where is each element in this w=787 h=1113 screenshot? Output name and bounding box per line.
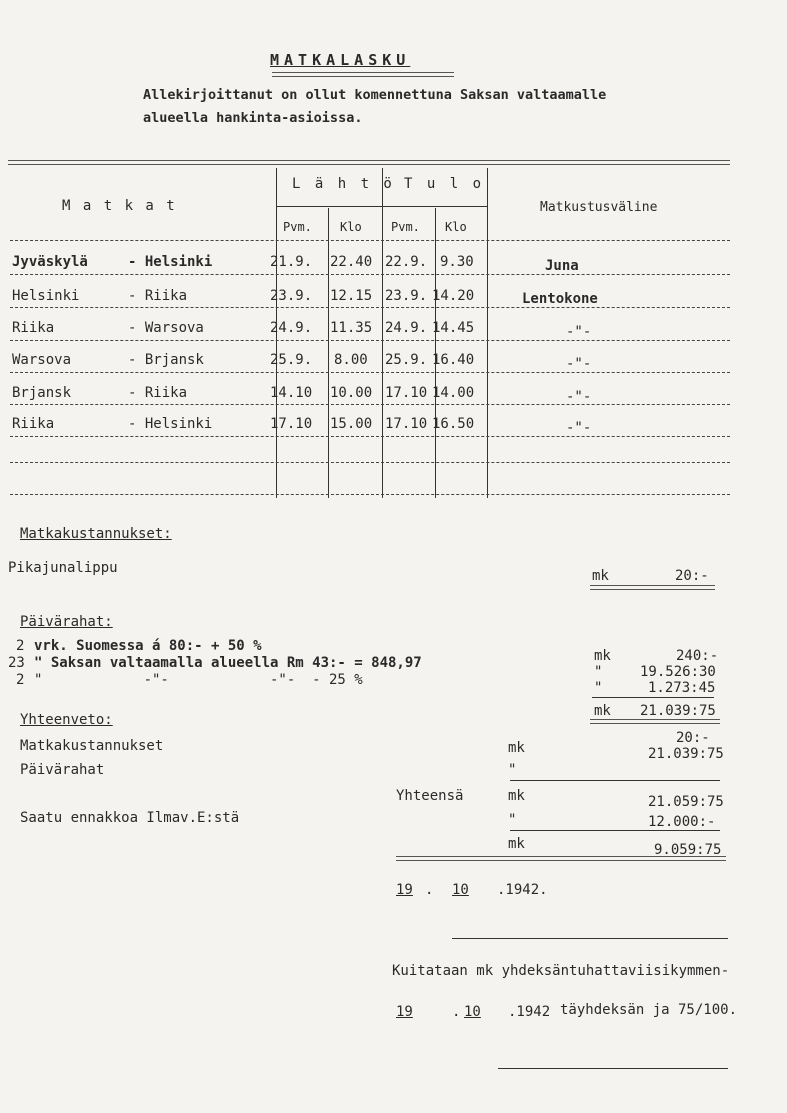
- row-lahto-pvm: 17.10: [270, 416, 313, 432]
- allowance-subtotal-rule: [592, 697, 714, 698]
- row-rule: [10, 372, 730, 373]
- row-lahto-pvm: 21.9.: [270, 254, 313, 270]
- allowance-total-amount: 21.039:75: [640, 703, 716, 719]
- allowance-heading: Päivärahat:: [20, 614, 113, 630]
- allowance-l3-text: " -"- -"- - 25 %: [34, 672, 363, 688]
- row-valine: -"-: [566, 420, 592, 436]
- row-from: Warsova: [12, 352, 72, 368]
- table-vline-5: [487, 168, 488, 498]
- row-rule: [10, 274, 730, 275]
- row-tulo-pvm: 23.9.: [385, 288, 428, 304]
- receipt-line-2: täyhdeksän ja 75/100.: [560, 1002, 738, 1018]
- allowance-l2-amount: 19.526:30: [640, 664, 716, 680]
- summary-advance-rule: [510, 830, 720, 831]
- header-tulo-pvm: Pvm.: [391, 220, 420, 234]
- footer-date2-sep: .: [452, 1004, 461, 1020]
- allowance-l2-mk: ": [594, 664, 603, 680]
- row-to: - Helsinki: [128, 254, 213, 270]
- allowance-double-underline: [590, 719, 720, 724]
- footer-date2-day: 19: [396, 1004, 413, 1020]
- allowance-l3-days: 2: [16, 672, 25, 688]
- document-title: MATKALASKU: [270, 51, 411, 69]
- row-lahto-klo: 11.35: [330, 320, 373, 336]
- summary-costs-label: Matkakustannukset: [20, 738, 164, 754]
- row-valine: -"-: [566, 356, 592, 372]
- footer-date1-day: 19: [396, 882, 413, 898]
- header-tulo: T u l o: [404, 176, 485, 192]
- summary-costs-amount: 20:-: [676, 730, 710, 746]
- summary-advance-amount: 12.000:-: [648, 814, 716, 830]
- header-lahto-klo: Klo: [340, 220, 362, 234]
- allowance-l3-mk: ": [594, 680, 603, 696]
- summary-advance-mk: ": [508, 812, 517, 828]
- intro-line-2: alueella hankinta-asioissa.: [143, 110, 363, 126]
- row-tulo-pvm: 17.10: [385, 416, 428, 432]
- costs-item-label: Pikajunalippu: [8, 560, 118, 576]
- row-to: - Riika: [128, 288, 188, 304]
- summary-heading: Yhteenveto:: [20, 712, 113, 728]
- footer-date2-month: 10: [464, 1004, 481, 1020]
- table-subheader-rule: [276, 206, 487, 207]
- summary-total-label: Yhteensä: [396, 788, 464, 804]
- row-to: - Brjansk: [128, 352, 204, 368]
- row-tulo-klo: 14.00: [432, 385, 475, 401]
- summary-advance-label: Saatu ennakkoa Ilmav.E:stä: [20, 810, 240, 826]
- summary-net-mk: mk: [508, 836, 525, 852]
- row-valine: -"-: [566, 389, 592, 405]
- row-lahto-pvm: 24.9.: [270, 320, 313, 336]
- allowance-l1-text: vrk. Suomessa á 80:- + 50 %: [34, 638, 262, 654]
- summary-allowance-label: Päivärahat: [20, 762, 105, 778]
- row-from: Jyväskylä: [12, 254, 88, 270]
- allowance-l1-mk: mk: [594, 648, 611, 664]
- summary-costs-mk: mk: [508, 740, 525, 756]
- row-tulo-klo: 14.45: [432, 320, 475, 336]
- summary-allowance-amount: 21.039:75: [648, 746, 724, 762]
- row-tulo-pvm: 17.10: [385, 385, 428, 401]
- costs-heading: Matkakustannukset:: [20, 526, 172, 542]
- row-valine: Juna: [545, 258, 579, 274]
- row-tulo-pvm: 22.9.: [385, 254, 428, 270]
- footer-date1-sep: .: [425, 882, 434, 898]
- row-lahto-klo: 15.00: [330, 416, 373, 432]
- row-rule: [10, 404, 730, 405]
- row-lahto-klo: 12.15: [330, 288, 373, 304]
- costs-item-mk: mk: [592, 568, 609, 584]
- row-from: Riika: [12, 416, 55, 432]
- footer-date1-year: .1942.: [497, 882, 548, 898]
- signature-line-1: [452, 938, 728, 939]
- footer-date2-year: .1942: [508, 1004, 551, 1020]
- row-rule: [10, 340, 730, 341]
- row-tulo-pvm: 25.9.: [385, 352, 428, 368]
- row-from: Helsinki: [12, 288, 80, 304]
- allowance-l2-text: " Saksan valtaamalla alueella Rm 43:- = 848,97: [34, 655, 422, 671]
- row-valine: -"-: [566, 324, 592, 340]
- summary-total-mk: mk: [508, 788, 525, 804]
- row-lahto-klo: 8.00: [334, 352, 368, 368]
- summary-total-amount: 21.059:75: [648, 794, 724, 810]
- allowance-l1-amount: 240:-: [676, 648, 719, 664]
- costs-double-underline: [590, 585, 715, 590]
- header-lahto: L ä h t ö: [292, 176, 395, 192]
- row-to: - Riika: [128, 385, 188, 401]
- row-lahto-pvm: 23.9.: [270, 288, 313, 304]
- row-lahto-pvm: 14.10: [270, 385, 313, 401]
- row-tulo-klo: 16.50: [432, 416, 475, 432]
- table-vline-3: [382, 168, 383, 498]
- row-lahto-klo: 10.00: [330, 385, 373, 401]
- header-matkat: M a t k a t: [62, 198, 177, 214]
- header-matkustusvaline: Matkustusväline: [540, 200, 658, 215]
- row-lahto-klo: 22.40: [330, 254, 373, 270]
- row-tulo-pvm: 24.9.: [385, 320, 428, 336]
- title-double-underline: [272, 72, 454, 77]
- allowance-l3-amount: 1.273:45: [648, 680, 716, 696]
- row-tulo-klo: 14.20: [432, 288, 475, 304]
- row-rule: [10, 307, 730, 308]
- receipt-line-1: Kuitataan mk yhdeksäntuhattaviisikymmen-: [392, 963, 730, 979]
- costs-item-amount: 20:-: [675, 568, 709, 584]
- signature-line-2: [498, 1068, 728, 1069]
- row-valine: Lentokone: [522, 291, 598, 307]
- row-tulo-klo: 16.40: [432, 352, 475, 368]
- header-lahto-pvm: Pvm.: [283, 220, 312, 234]
- table-bottom-rule: [10, 494, 730, 495]
- allowance-total-mk: mk: [594, 703, 611, 719]
- summary-net-amount: 9.059:75: [654, 842, 722, 858]
- header-bottom-rule: [10, 240, 730, 241]
- row-from: Brjansk: [12, 385, 72, 401]
- row-from: Riika: [12, 320, 55, 336]
- allowance-l2-days: 23: [8, 655, 25, 671]
- summary-net-double-underline: [396, 856, 726, 861]
- intro-line-1: Allekirjoittanut on ollut komennettuna Saksan valtaamalle: [143, 87, 607, 103]
- row-lahto-pvm: 25.9.: [270, 352, 313, 368]
- summary-allowance-mk: ": [508, 762, 517, 778]
- table-vline-2: [328, 208, 329, 498]
- row-tulo-klo: 9.30: [440, 254, 474, 270]
- table-top-rule: [8, 160, 730, 165]
- row-rule: [10, 436, 730, 437]
- footer-date1-month: 10: [452, 882, 469, 898]
- row-to: - Helsinki: [128, 416, 213, 432]
- empty-row-rule: [10, 462, 730, 463]
- row-to: - Warsova: [128, 320, 204, 336]
- header-tulo-klo: Klo: [445, 220, 467, 234]
- summary-subtotal-rule: [510, 780, 720, 781]
- allowance-l1-days: 2: [16, 638, 25, 654]
